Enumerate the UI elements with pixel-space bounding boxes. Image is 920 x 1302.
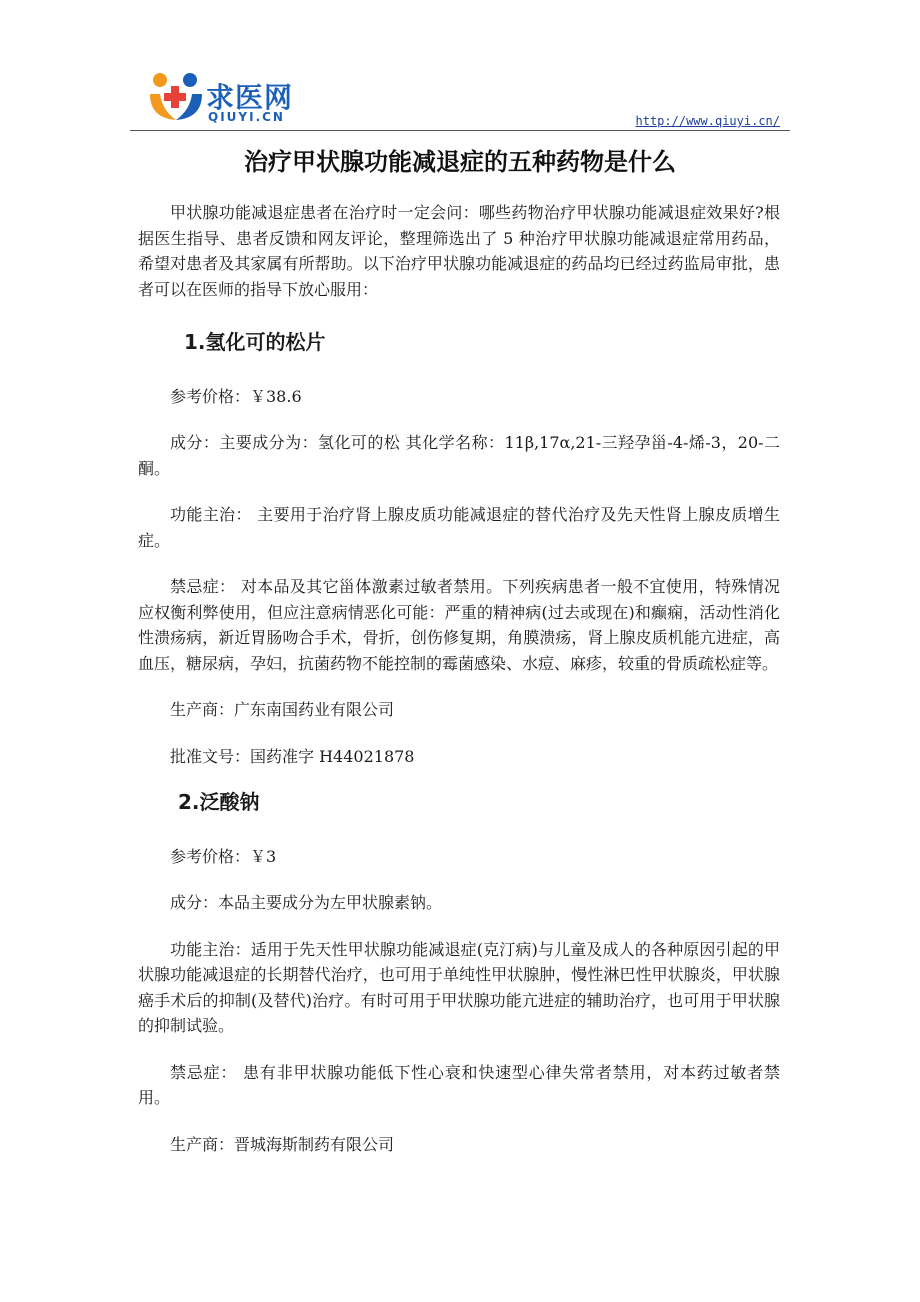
drug-1-ingredients: 成分：主要成分为：氢化可的松 其化学名称：11β,17α,21-三羟孕甾-4-烯-3，20-二酮。 [138,433,780,478]
drug-2-ingredients: 成分：本品主要成分为左甲状腺素钠。 [170,893,443,912]
drug-1-title: 1.氢化可的松片 [184,330,326,354]
intro-paragraph: 甲状腺功能减退症患者在治疗时一定会问：哪些药物治疗甲状腺功能减退症效果好?根据医生指导、患者反馈和网友评论，整理筛选出了 5 种治疗甲状腺功能减退症常用药品，希望对患者及其家属有所帮助。以下治疗甲状腺功能减退症的药品均已经过药监局审批，患者可以在医师的指导下放心服用： [138,203,780,299]
drug-2-manufacturer: 生产商：晋城海斯制药有限公司 [170,1134,395,1154]
drug-1-contraindications: 禁忌症： 对本品及其它甾体激素过敏者禁用。下列疾病患者一般不宜使用，特殊情况应权衡利弊使用，但应注意病情恶化可能：严重的精神病(过去或现在)和癫痫，活动性消化性溃疡病，新近胃肠吻合手术，骨折，创伤修复期，角膜溃疡，肾上腺皮质机能亢进症，高血压，糖尿病，孕妇，抗菌药物不能控制的霉菌感染、水痘、麻疹，较重的骨质疏松症等。 [138,577,780,673]
drug-1-approval: 批准文号：国药准字 H44021878 [170,746,415,766]
drug-2-price: 参考价格：￥3 [170,846,277,866]
qiuyi-logo[interactable] [146,68,316,124]
logo-people-icon [146,68,206,124]
article-title: 治疗甲状腺功能减退症的五种药物是什么 [244,148,676,176]
site-url-link[interactable]: http://www.qiuyi.cn/ [635,114,780,128]
page-header [130,62,790,131]
logo-text-cn: 求医网 [206,81,294,114]
drug-2-contraindications: 禁忌症： 患有非甲状腺功能低下性心衰和快速型心律失常者禁用，对本药过敏者禁用。 [138,1062,780,1107]
drug-2-title: 2.泛酸钠 [178,790,260,814]
article-body [138,200,780,1178]
logo-text-en: QIUYI.CN [208,110,285,124]
drug-1-manufacturer: 生产商：广东南国药业有限公司 [170,700,395,719]
drug-2-indications: 功能主治：适用于先天性甲状腺功能减退症(克汀病)与儿童及成人的各种原因引起的甲状腺功能减退症的长期替代治疗，也可用于单纯性甲状腺肿，慢性淋巴性甲状腺炎，甲状腺癌手术后的抑制(及替代)治疗。有时可用于甲状腺功能亢进症的辅助治疗，也可用于甲状腺的抑制试验。 [138,939,780,1035]
drug-1-price: 参考价格：￥38.6 [170,386,302,406]
drug-1-indications: 功能主治： 主要用于治疗肾上腺皮质功能减退症的替代治疗及先天性肾上腺皮质增生症。 [138,505,780,550]
